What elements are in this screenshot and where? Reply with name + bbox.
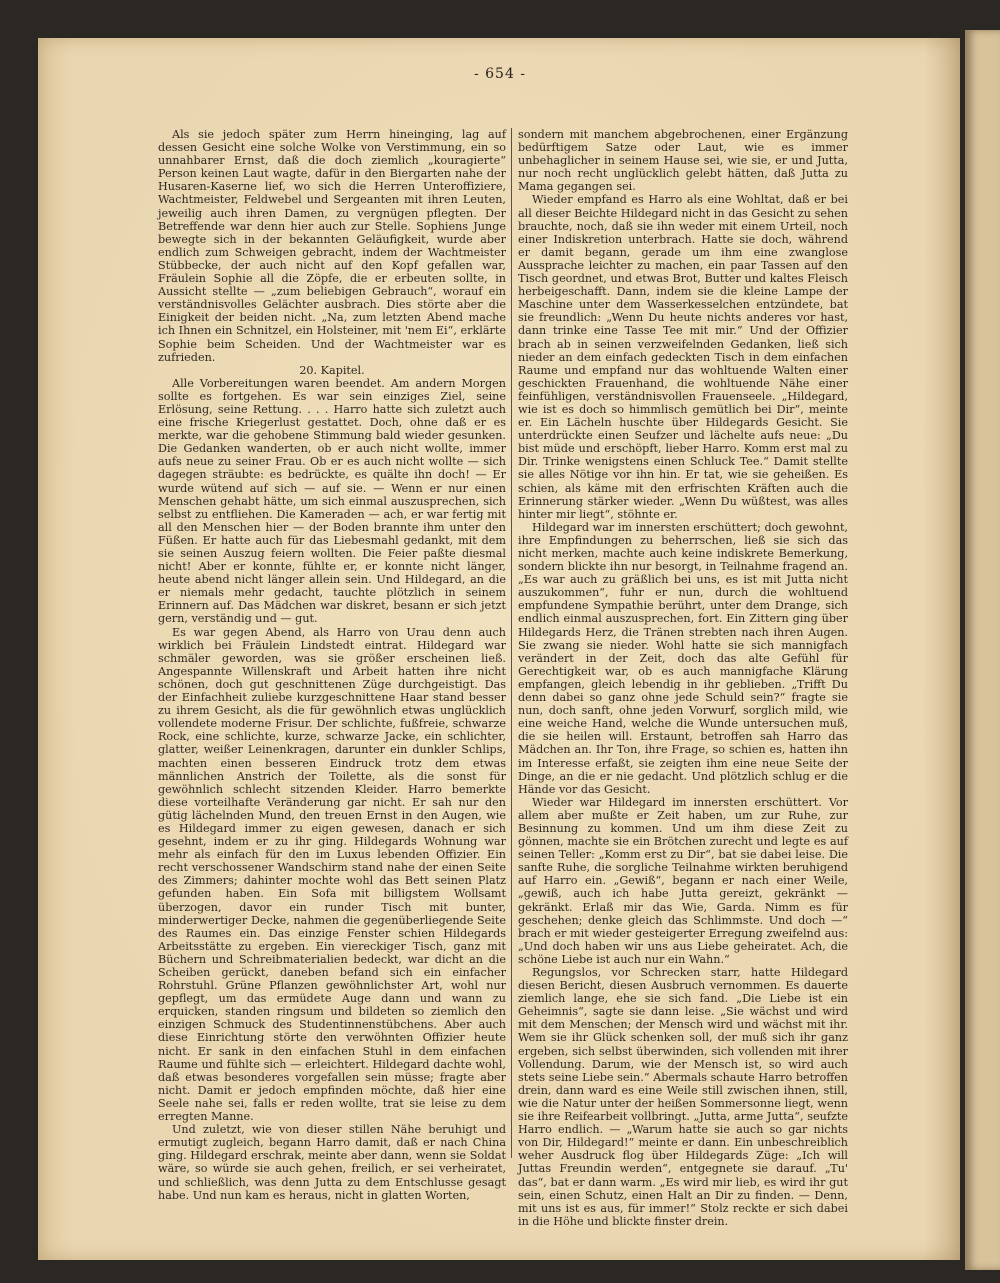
paragraph: Alle Vorbereitungen waren beendet. Am andern Morgen sollte es fortgehen. Es war sein einziges Ziel, seine Erlösung, seine Rettung. . . . Harro hatte sich zuletzt auch eine frische Kriegerlust gestattet. Doch, ohne daß er es merkte, war die gehobene Stimmung bald wieder gesunken. Die Gedanken wanderten, ob er auch nicht wollte, immer aufs neue zu seiner Frau. Ob er es auch nicht wollte — sich dagegen sträubte: es bedrückte, es quälte ihn doch! — Er wurde wütend auf sich — auf sie. — Wenn er nur einen Menschen gehabt hätte, um sich einmal auszusprechen, sich selbst zu entfliehen. Die Kameraden — ach, er war fertig mit all den Menschen hier — der Boden brannte ihm unter den Füßen. Er hatte auch für das Liebesmahl gedankt, mit dem sie seinen Auszug feiern wollten. Die Feier paßte diesmal nicht! Aber er konnte, fühlte er, er konnte nicht länger, heute abend nicht länger allein sein. Und Hildegard, an die er niemals mehr gedacht, tauchte plötzlich in seinem Erinnern auf. Das Mädchen war diskret, besann er sich jetzt gern, verständig und — gut.: [158, 376, 506, 626]
left-text-column: [158, 128, 506, 1202]
column-divider: [511, 128, 512, 1158]
paragraph: Wieder empfand es Harro als eine Wohltat, daß er bei all dieser Beichte Hildegard nicht in das Gesicht zu sehen brauchte, noch, daß sie ihn weder mit einem Urteil, noch einer Indiskretion unterbrach. Hatte sie doch, während er damit begann, gerade um ihm eine zwanglose Aussprache leichter zu machen, ein paar Tassen auf den Tisch geordnet, und etwas Brot, Butter und kaltes Fleisch herbeigeschafft. Dann, indem sie die kleine Lampe der Maschine unter dem Wasserkesselchen entzündete, bat sie freundlich: „Wenn Du heute nichts anderes vor hast, dann trinke eine Tasse Tee mit mir.“ Und der Offizier brach ab in seinen verzweifelnden Gedanken, ließ sich nieder an dem einfach gedeckten Tisch in dem einfachen Raume und empfand nur das wohltuende Walten einer geschickten Frauenhand, die wohltuende Nähe einer feinfühligen, verständnisvollen Frauenseele. „Hildegard, wie ist es doch so himmlisch gemütlich bei Dir“, meinte er. Ein Lächeln huschte über Hildegards Gesicht. Sie unterdrückte einen Seufzer und lächelte aufs neue: „Du bist müde und erschöpft, lieber Harro. Komm erst mal zu Dir. Trinke wenigstens einen Schluck Tee.“ Damit stellte sie alles Nötige vor ihn hin. Er tat, wie sie geheißen. Es schien, als käme mit den erfrischten Kräften auch die Erinnerung stärker wieder. „Wenn Du wüßtest, was alles hinter mir liegt“, stöhnte er.: [518, 193, 848, 521]
paragraph: Es war gegen Abend, als Harro von Urau denn auch wirklich bei Fräulein Lindstedt eintrat. Hildegard war schmäler geworden, was sie größer erscheinen ließ. Angespannte Willenskraft und Arbeit hatten ihre nicht schönen, doch gut geschnittenen Züge durchgeistigt. Das der Einfachheit zuliebe kurzgeschnittene Haar stand besser zu ihrem Gesicht, als die für gewöhnlich etwas unglücklich vollendete moderne Frisur. Der schlichte, fußfreie, schwarze Rock, eine schlichte, kurze, schwarze Jacke, ein schlichter, glatter, weißer Leinenkragen, darunter ein dunkler Schlips, machten einen besseren Eindruck trotz dem etwas männlichen Anstrich der Toilette, als die sonst für gewöhnlich schlecht sitzenden Kleider. Harro bemerkte diese vorteilhafte Veränderung gar nicht. Er sah nur den gütig lächelnden Mund, den treuen Ernst in den Augen, wie es Hildegard immer zu eigen gewesen, danach er sich gesehnt, indem er zu ihr ging. Hildegards Wohnung war mehr als einfach für den im Luxus lebenden Offizier. Ein recht verschossener Wandschirm stand nahe der einen Seite des Zimmers; dahinter mochte wohl das Bett seinen Platz gefunden haben. Ein Sofa mit billigstem Wollsamt überzogen, davor ein runder Tisch mit bunter, minderwertiger Decke, nahmen die gegenüberliegende Seite des Raumes ein. Das einzige Fenster schien Hildegards Arbeitsstätte zu ergeben. Ein viereckiger Tisch, ganz mit Büchern und Schreibmaterialien bedeckt, war dicht an die Scheiben gerückt, daneben befand sich ein einfacher Rohrstuhl. Grüne Pflanzen gewöhnlichster Art, wohl nur gepflegt, um das ermüdete Auge dann und wann zu erquicken, standen ringsum und bildeten so ziemlich den einzigen Schmuck des Studentinnenstübchens. Aber auch diese Einrichtung störte den verwöhnten Offizier heute nicht. Er sank in den einfachen Stuhl in dem einfachen Raume und fühlte sich — erleichtert. Hildegard dachte wohl, daß etwas besonderes vorgefallen sein müsse; fragte aber nicht. Damit er jedoch empfinden möchte, daß hier eine Seele nahe sei, falls er reden wollte, trat sie leise zu dem erregten Manne.: [158, 625, 506, 1124]
chapter-heading: 20. Kapitel.: [299, 363, 365, 377]
paragraph: Regungslos, vor Schrecken starr, hatte Hildegard diesen Bericht, diesen Ausbruch vernommen. Es dauerte ziemlich lange, ehe sie sich fand. „Die Liebe ist ein Geheimnis“, sagte sie dann leise. „Sie wächst und wird mit dem Menschen; der Mensch wird und wächst mit ihr. Wem sie ihr Glück schenken soll, der muß sich ihr ganz ergeben, sich selbst überwinden, sich vollenden mit ihrer Vollendung. Darum, wie der Mensch ist, so wird auch stets seine Liebe sein.“ Abermals schaute Harro betroffen drein, dann ward es eine Weile still zwischen ihnen, still, wie die Natur unter der heißen Sommersonne liegt, wenn sie ihre Reifearbeit vollbringt. „Jutta, arme Jutta“, seufzte Harro endlich. — „Warum hatte sie auch so gar nichts von Dir, Hildegard!“ meinte er dann. Ein unbeschreiblich weher Ausdruck flog über Hildegards Züge: „Ich will Juttas Freundin werden“, entgegnete sie darauf. „Tu' das“, bat er dann warm. „Es wird mir lieb, es wird ihr gut sein, einen Schutz, einen Halt an Dir zu finden. — Denn, mit uns ist es aus, für immer!“ Stolz reckte er sich dabei in die Höhe und blickte finster drein.: [518, 966, 848, 1228]
paragraph: Als sie jedoch später zum Herrn hineinging, lag auf dessen Gesicht eine solche Wolke von Verstimmung, ein so unnahbarer Ernst, daß die doch ziemlich „kouragierte“ Person keinen Laut wagte, dafür in den Biergarten nahe der Husaren-Kaserne lief, wo sich die Herren Unteroffiziere, Wachtmeister, Feldwebel und Sergeanten mit ihren Leuten, jeweilig auch ihren Damen, zu vergnügen pflegten. Der Betreffende war denn hier auch zur Stelle. Sophiens Junge bewegte sich in der bekannten Geläufigkeit, wurde aber endlich zum Schweigen gebracht, indem der Wachtmeister Stübbecke, der auch nicht auf den Kopf gefallen war, Fräulein Sophie all die Zöpfe, die er erbeuten sollte, in Aussicht stellte — „zum beliebigen Gebrauch“, worauf ein verständnisvolles Gelächter ausbrach. Dies störte aber die Einigkeit der beiden nicht. „Na, zum letzten Abend mache ich Ihnen ein Schnitzel, ein Holsteiner, mit 'nem Ei“, erklärte Sophie beim Scheiden. Und der Wachtmeister war es zufrieden.: [158, 128, 506, 364]
page-number: - 654 -: [473, 66, 527, 82]
right-text-column: [518, 128, 848, 1228]
adjacent-page-edge: [965, 30, 1000, 1270]
paragraph: sondern mit manchem abgebrochenen, einer Ergänzung bedürftigem Satze oder Laut, wie es immer unbehaglicher in seinem Hause sei, wie sie, er und Jutta, nur noch recht unglücklich gelebt hätten, daß Jutta zu Mama gegangen sei.: [518, 128, 848, 194]
paragraph: Hildegard war im innersten erschüttert; doch gewohnt, ihre Empfindungen zu beherrschen, ließ sie sich das nicht merken, machte auch keine indiskrete Bemerkung, sondern blickte ihn nur besorgt, in Teilnahme fragend an. „Es war auch zu gräßlich bei uns, es ist mit Jutta nicht auszukommen“, fuhr er nun, durch die wohltuend empfundene Sympathie berührt, unter dem Drange, sich endlich einmal auszusprechen, fort. Ein Zittern ging über Hildegards Herz, die Tränen strebten nach ihren Augen. Sie zwang sie nieder. Wohl hatte sie sich mannigfach verändert in der Zeit, doch das alte Gefühl für Gerechtigkeit war, ob es auch mannigfache Klärung empfangen, gleich lebendig in ihr geblieben. „Trifft Du denn dabei so ganz ohne jede Schuld sein?“ fragte sie nun, doch sanft, ohne jeden Vorwurf, sorglich mild, wie eine weiche Hand, welche die Wunde untersuchen muß, die sie heilen will. Erstaunt, betroffen sah Harro das Mädchen an. Ihr Ton, ihre Frage, so schien es, hatten ihn im Interesse erfaßt, sie zeigten ihm eine neue Seite der Dinge, an die er nie gedacht. Und plötzlich schlug er die Hände vor das Gesicht.: [518, 520, 848, 796]
paragraph: Wieder war Hildegard im innersten erschüttert. Vor allem aber mußte er Zeit haben, um zur Ruhe, zur Besinnung zu kommen. Und um ihm diese Zeit zu gönnen, machte sie ein Brötchen zurecht und legte es auf seinen Teller: „Komm erst zu Dir“, bat sie dabei leise. Die sanfte Ruhe, die sorgliche Teilnahme wirkten beruhigend auf Harro ein. „Gewiß“, begann er nach einer Weile, „gewiß, auch ich habe Jutta gereizt, gekränkt — gekränkt. Erlaß mir das Wie, Garda. Nimm es für geschehen; denke gleich das Schlimmste. Und doch —“ brach er mit wieder gesteigerter Erregung zweifelnd aus: „Und doch haben wir uns aus Liebe geheiratet. Ach, die schöne Liebe ist auch nur ein Wahn.“: [518, 795, 848, 966]
paragraph: Und zuletzt, wie von dieser stillen Nähe beruhigt und ermutigt zugleich, begann Harro damit, daß er nach China ging. Hildegard erschrak, meinte aber dann, wenn sie Soldat wäre, so würde sie auch gehen, freilich, er sei verheiratet, und schließlich, was denn Jutta zu dem Entschlusse gesagt habe. Und nun kam es heraus, nicht in glatten Worten,: [158, 1123, 506, 1202]
